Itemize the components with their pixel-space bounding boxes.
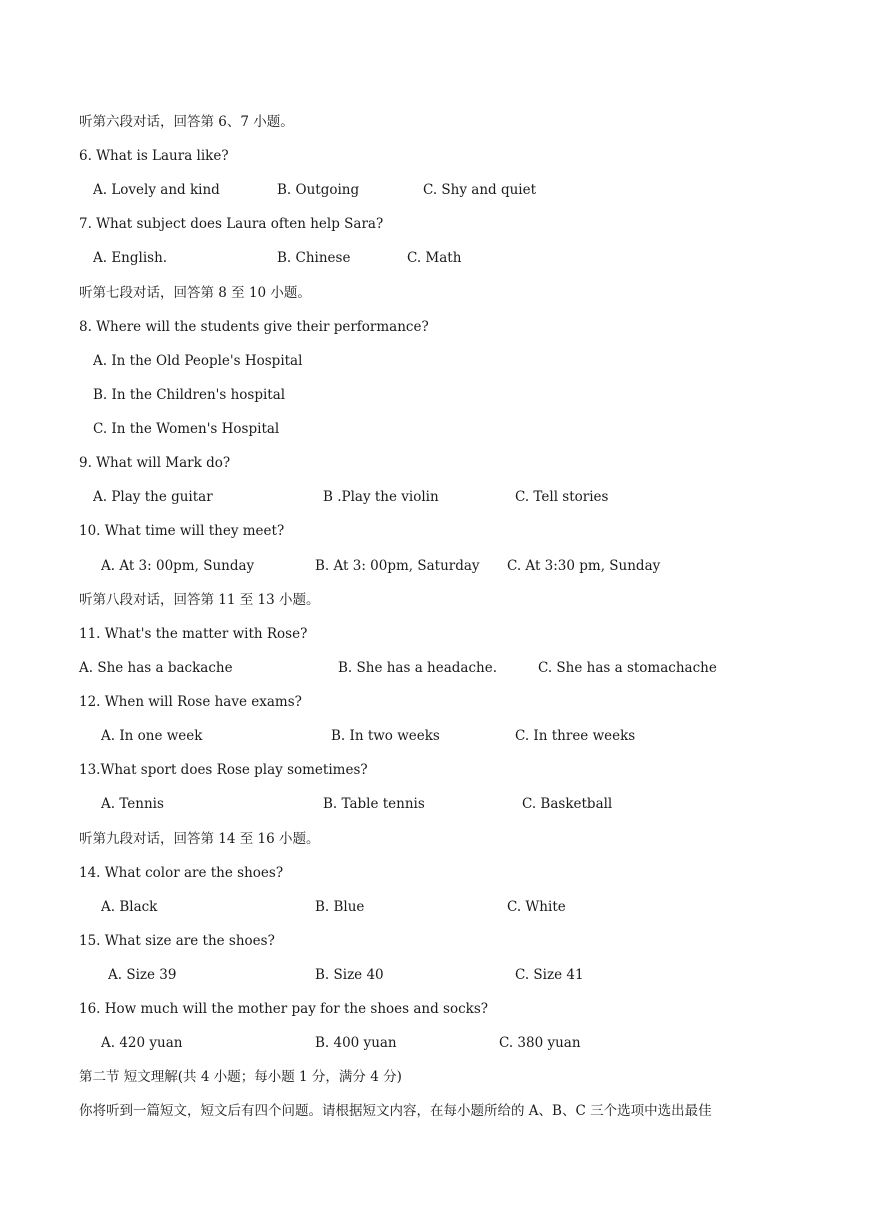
question-10-option-c: C. At 3:30 pm, Sunday: [507, 558, 661, 574]
question-9-option-c: C. Tell stories: [515, 489, 609, 505]
question-15-option-b: B. Size 40: [315, 967, 384, 983]
question-11: 11. What's the matter with Rose?: [79, 626, 308, 642]
question-6: 6. What is Laura like?: [79, 148, 229, 164]
question-14: 14. What color are the shoes?: [79, 865, 284, 881]
question-16-option-b: B. 400 yuan: [315, 1035, 397, 1051]
question-15-option-c: C. Size 41: [515, 967, 584, 983]
part-two-instructions: 你将听到一篇短文，短文后有四个问题。请根据短文内容，在每小题所给的 A、B、C 三个选项中选出最佳: [79, 1103, 712, 1119]
question-16: 16. How much will the mother pay for the shoes and socks?: [79, 1001, 489, 1017]
question-13-option-c: C. Basketball: [522, 796, 613, 812]
section-heading-7: 听第七段对话，回答第 8 至 10 小题。: [79, 285, 311, 301]
question-15: 15. What size are the shoes?: [79, 933, 275, 949]
question-16-option-a: A. 420 yuan: [101, 1035, 183, 1051]
question-14-option-a: A. Black: [101, 899, 158, 915]
question-9-option-b: B .Play the violin: [323, 489, 439, 505]
question-7-option-c: C. Math: [407, 250, 462, 266]
question-11-option-c: C. She has a stomachache: [538, 660, 717, 676]
question-11-option-a: A. She has a backache: [79, 660, 233, 676]
section-heading-8: 听第八段对话，回答第 11 至 13 小题。: [79, 592, 320, 608]
question-12-option-c: C. In three weeks: [515, 728, 636, 744]
question-8-option-a: A. In the Old People's Hospital: [93, 353, 303, 369]
section-heading-9: 听第九段对话，回答第 14 至 16 小题。: [79, 831, 320, 847]
question-10-option-a: A. At 3: 00pm, Sunday: [101, 558, 255, 574]
question-15-option-a: A. Size 39: [108, 967, 177, 983]
question-14-option-c: C. White: [507, 899, 566, 915]
question-6-option-b: B. Outgoing: [277, 182, 360, 198]
question-12-option-a: A. In one week: [101, 728, 203, 744]
question-13-option-a: A. Tennis: [101, 796, 164, 812]
question-7: 7. What subject does Laura often help Sara?: [79, 216, 384, 232]
question-8: 8. Where will the students give their performance?: [79, 319, 429, 335]
question-6-option-a: A. Lovely and kind: [93, 182, 220, 198]
part-two-title: 第二节 短文理解(共 4 小题；每小题 1 分，满分 4 分): [79, 1069, 402, 1085]
question-12-option-b: B. In two weeks: [331, 728, 440, 744]
question-9-option-a: A. Play the guitar: [93, 489, 213, 505]
question-13-option-b: B. Table tennis: [323, 796, 425, 812]
question-13: 13.What sport does Rose play sometimes?: [79, 762, 368, 778]
question-7-option-a: A. English.: [93, 250, 168, 266]
question-10: 10. What time will they meet?: [79, 523, 285, 539]
question-14-option-b: B. Blue: [315, 899, 365, 915]
question-7-option-b: B. Chinese: [277, 250, 351, 266]
question-12: 12. When will Rose have exams?: [79, 694, 302, 710]
question-8-option-b: B. In the Children's hospital: [93, 387, 286, 403]
question-10-option-b: B. At 3: 00pm, Saturday: [315, 558, 480, 574]
section-heading-6: 听第六段对话，回答第 6、7 小题。: [79, 114, 294, 130]
question-6-option-c: C. Shy and quiet: [423, 182, 537, 198]
question-9: 9. What will Mark do?: [79, 455, 231, 471]
question-8-option-c: C. In the Women's Hospital: [93, 421, 280, 437]
question-16-option-c: C. 380 yuan: [499, 1035, 581, 1051]
question-11-option-b: B. She has a headache.: [338, 660, 497, 676]
